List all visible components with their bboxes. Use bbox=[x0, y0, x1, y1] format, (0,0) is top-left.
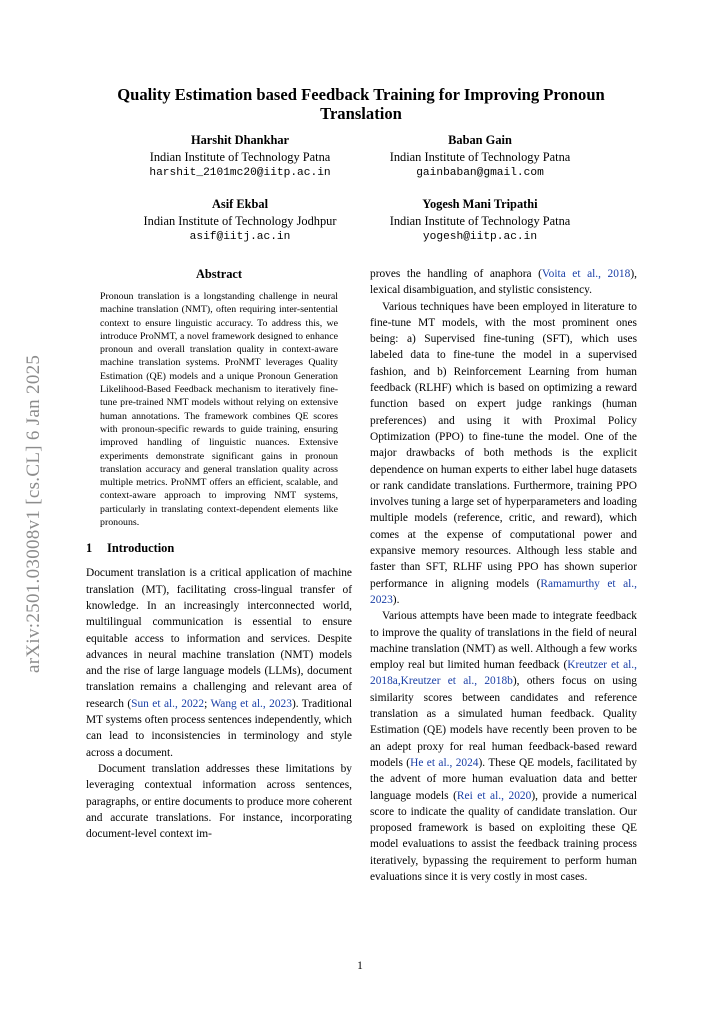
author-affiliation: Indian Institute of Technology Patna bbox=[149, 149, 331, 164]
author-block bbox=[110, 132, 370, 182]
paragraph-text: ). These QE models, facilitated by the advent of more human evaluation data and better language models ( bbox=[370, 756, 638, 802]
citation-link[interactable]: Voita et al., 2018 bbox=[541, 268, 631, 280]
author-block bbox=[110, 196, 370, 246]
abstract-text: Pronoun translation is a longstanding challenge in neural machine translation (NMT), often requiring inter-sentential context to ensure linguistic accuracy. To address this, we introduce ProNMT, a novel framework designed to enhance pronoun and overall translation quality in context-aware machine translation systems. ProNMT leverages Quality Estimation (QE) models and a unique Pronoun Generation Likelihood-Based Feedback mechanism to iteratively fine-tune pre-trained NMT models without relying on extensive human annotations. The framework combines QE scores with pronoun-specific rewards to guide training, ensuring improved handling of linguistic nuances. Extensive experiments demonstrate significant gains in pronoun translation accuracy and general translation quality across multiple metrics. ProNMT offers an efficient, scalable, and context-aware approach to improving NMT systems, particularly in translating context-dependent elements like pronouns. bbox=[100, 291, 338, 529]
paper-title: Quality Estimation based Feedback Training for Improving Pronoun Translation bbox=[117, 85, 605, 123]
abstract-heading: Abstract bbox=[195, 267, 243, 281]
author-name: Harshit Dhankhar bbox=[190, 133, 290, 147]
section-title: Introduction bbox=[107, 541, 175, 556]
paragraph-text: Various attempts have been made to integrate feedback to improve the quality of translations in the field of neural machine translation (NMT) as well. Although a few works employ real but limited human feedback ( bbox=[370, 610, 637, 672]
paragraph-text: ), provide a numerical score to indicate the quality of candidate translation. Our proposed framework is based on exploiting these QE model evaluations to assist the feedback training process iteratively, bypassing the requirement to perform human evaluations since it is very costly in most cases. bbox=[370, 789, 637, 883]
page-number: 1 bbox=[357, 960, 363, 972]
left-column bbox=[86, 266, 352, 842]
section-heading bbox=[86, 540, 352, 556]
author-name: Yogesh Mani Tripathi bbox=[422, 197, 538, 211]
paragraph bbox=[86, 565, 352, 761]
author-name: Baban Gain bbox=[448, 133, 512, 147]
author-email[interactable]: gainbaban@gmail.com bbox=[416, 167, 544, 179]
citation-link[interactable]: Kreutzer et al., 2018a,Kreutzer et al., 2018b bbox=[370, 659, 638, 688]
author-name: Asif Ekbal bbox=[211, 197, 269, 211]
author-email[interactable]: harshit_2101mc20@iitp.ac.in bbox=[149, 167, 331, 179]
author-email[interactable]: asif@iitj.ac.in bbox=[189, 231, 291, 243]
paragraph bbox=[370, 608, 637, 885]
paragraph bbox=[370, 266, 637, 299]
author-email[interactable]: yogesh@iitp.ac.in bbox=[422, 231, 538, 243]
paragraph-text: proves the handling of anaphora ( bbox=[370, 268, 542, 280]
author-block bbox=[350, 132, 610, 182]
arxiv-identifier: arXiv:2501.03008v1 [cs.CL] 6 Jan 2025 bbox=[23, 354, 44, 673]
author-affiliation: Indian Institute of Technology Jodhpur bbox=[143, 213, 337, 228]
author-affiliation: Indian Institute of Technology Patna bbox=[389, 149, 571, 164]
paragraph-text: ), others focus on using similarity scores between candidates and reference translation as a simulated human feedback. Quality Estimation (QE) models have recently been proven to be an adept proxy for real human feedback-based reward models ( bbox=[370, 675, 637, 769]
paragraph-text: Document translation is a critical application of machine translation (MT), facilitating cross-lingual transfer of knowledge. In an increasingly interconnected world, multilingual communication is essential to ensure equitable access to information and services. Despite advances in neural machine translation (NMT) models and the rise of large language models (LLMs), document translation remains a challenging and relevant area of research ( bbox=[86, 567, 352, 710]
paragraph-text: ; bbox=[204, 697, 211, 710]
paragraph-text: ). Traditional MT systems often process sentences independently, which can lead to inconsistencies in terminology and style across a document. bbox=[86, 697, 353, 759]
citation-link[interactable]: Wang et al., 2023 bbox=[210, 697, 292, 710]
section-number: 1 bbox=[86, 541, 93, 556]
paragraph: Document translation addresses these limitations by leveraging contextual information across sentences, paragraphs, or entire documents to produce more coherent and accurate translations. For instance, incorporating document-level context im- bbox=[86, 762, 352, 841]
paragraph-text: Various techniques have been employed in literature to fine-tune MT models, with the most prominent ones being: a) Supervised fine-tuning (SFT), which uses labeled data to fine-tune the model in a supervised fashion, and b) Reinforcement Learning from human feedback (RLHF) which is based on optimizing a reward function based on expert judge rankings (human preferences) and using it with Proximal Policy Optimization (PPO) to fine-tune the model. One of the major drawbacks of both methods is the explicit dependence on human experts to either label huge datasets or rank candidate translations. Furthermore, training PPO involves tuning a large set of hyperparameters and loading multiple models (reference, critic, and reward), which comes at the expense of computational power and expansive memory resources. Although less stable and faster than SFT, RLHF using PPO has shown superior performance in aligning models ( bbox=[370, 300, 637, 590]
right-column bbox=[370, 266, 637, 885]
paragraph-text: ). bbox=[392, 593, 400, 606]
citation-link[interactable]: He et al., 2024 bbox=[410, 756, 479, 769]
paragraph-text: ), lexical disambiguation, and stylistic consistency. bbox=[370, 268, 637, 297]
author-block bbox=[350, 196, 610, 246]
paragraph bbox=[370, 299, 637, 609]
citation-link[interactable]: Ramamurthy et al., 2023 bbox=[370, 577, 637, 606]
author-affiliation: Indian Institute of Technology Patna bbox=[389, 213, 571, 228]
citation-link[interactable]: Sun et al., 2022 bbox=[131, 697, 205, 710]
citation-link[interactable]: Rei et al., 2020 bbox=[456, 789, 532, 802]
